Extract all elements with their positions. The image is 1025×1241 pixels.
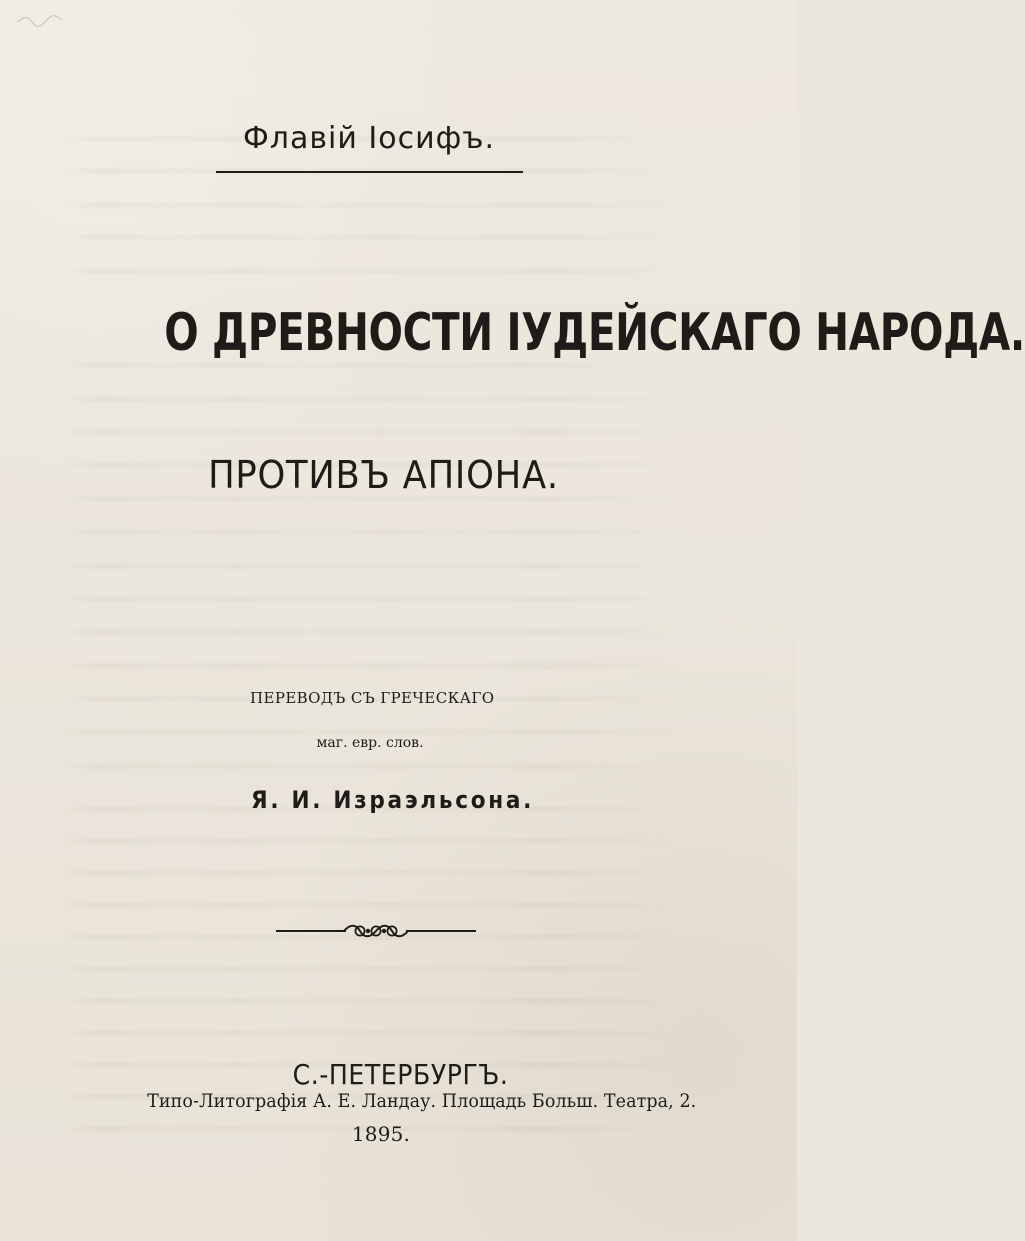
translator-degree: маг. евр. слов. [316,735,424,751]
book-subtitle: ПРОТИВЪ АПІОНА. [208,453,559,497]
author-name: Флавій Іосифъ. [242,121,495,156]
publisher-line: Типо-Литографія А. Е. Ландау. Площадь Больш. Театра, 2. [147,1090,697,1112]
bleed-through-text [62,130,1025,1160]
author-rule [216,171,523,173]
translator-name: Я. И. Израэльсона. [251,786,535,814]
pencil-mark-icon [16,12,64,30]
translation-note: ПЕРЕВОДЪ СЪ ГРЕЧЕСКАГО [250,689,495,707]
publication-year: 1895. [351,1122,411,1146]
ornament-icon [272,920,480,942]
book-title: О ДРЕВНОСТИ ІУДЕЙСКАГО НАРОДА. [164,303,1025,363]
publication-city: С.-ПЕТЕРБУРГЪ. [292,1058,509,1091]
